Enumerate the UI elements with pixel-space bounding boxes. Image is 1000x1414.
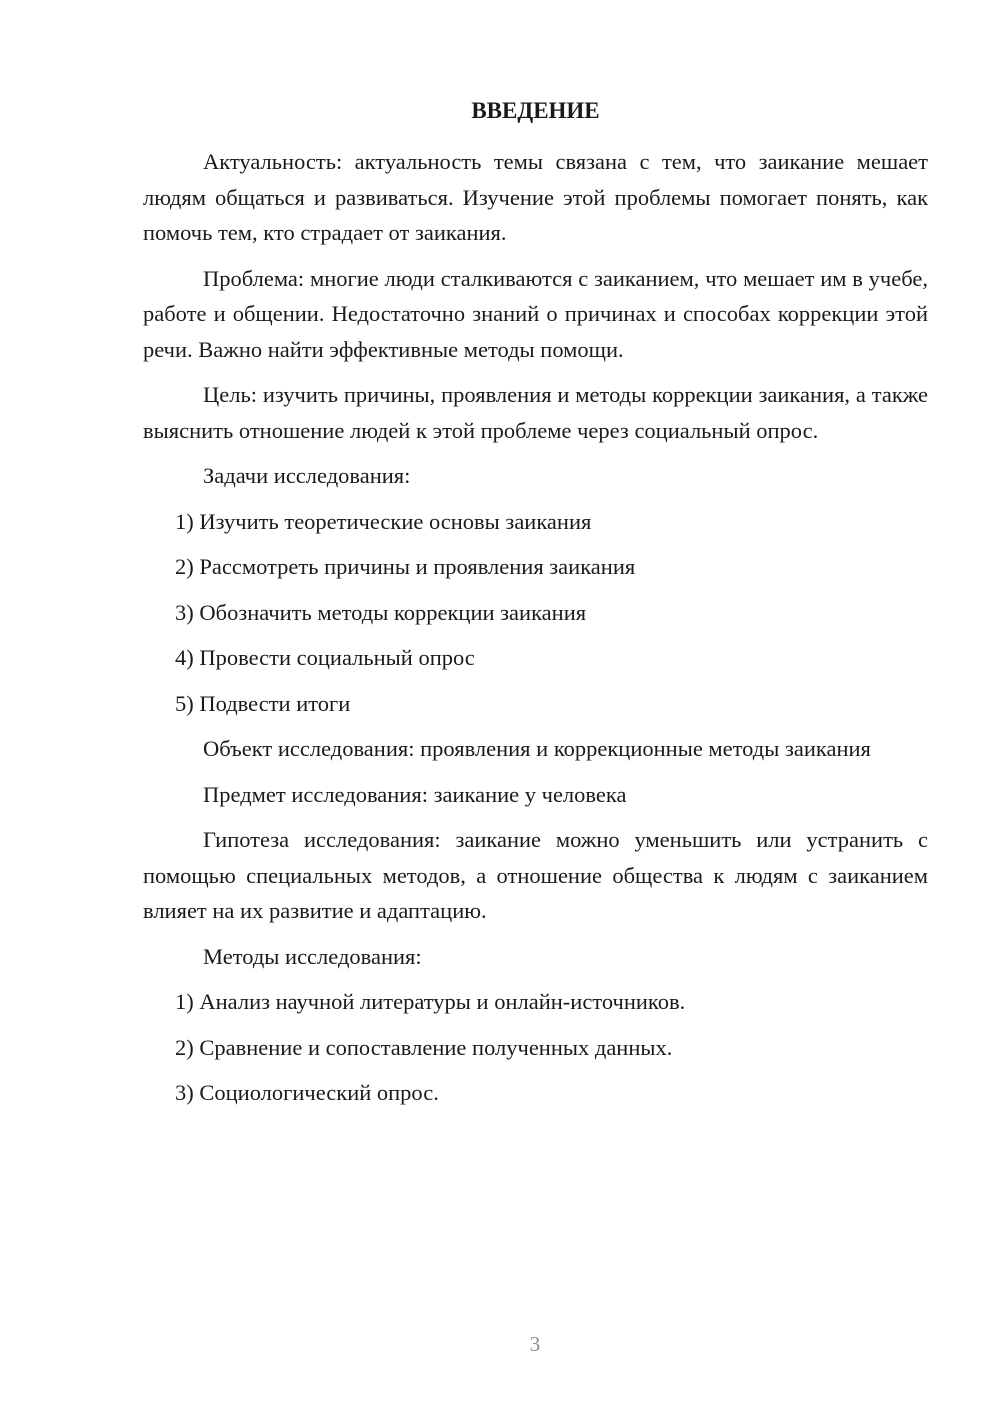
document-page (143, 96, 928, 1121)
list-item: 3) Социологический опрос. (175, 1080, 439, 1105)
tasks-list (143, 504, 928, 722)
hypothesis-paragraph: Гипотеза исследования: заикание можно уменьшить или устранить с помощью специальных методов, а отношение общества к людям с заиканием влияет на их развитие и адаптацию. (143, 827, 928, 923)
subject-paragraph: Предмет исследования: заикание у человека (203, 781, 627, 807)
page-number: 3 (529, 1332, 541, 1356)
list-item: 5) Подвести итоги (175, 690, 351, 716)
goal-paragraph: Цель: изучить причины, проявления и методы коррекции заикания, а также выяснить отношение людей к этой проблеме через социальный опрос. (143, 382, 928, 443)
methods-heading: Методы исследования: (203, 943, 422, 969)
problem-paragraph: Проблема: многие люди сталкиваются с заиканием, что мешает им в учебе, работе и общении. Недостаточно знаний о причинах и способах коррекции этой речи. Важно найти эффективные методы помощи. (143, 265, 928, 362)
list-item: 2) Сравнение и сопоставление полученных данных. (175, 1034, 673, 1060)
list-item: 3) Обозначить методы коррекции заикания (175, 599, 587, 625)
list-item: 1) Анализ научной литературы и онлайн-источников. (175, 989, 686, 1014)
list-item: 4) Провести социальный опрос (175, 645, 475, 670)
relevance-paragraph: Актуальность: актуальность темы связана с тем, что заикание мешает людям общаться и развиваться. Изучение этой проблемы помогает понять, как помочь тем, кто страдает от заикания. (143, 149, 928, 245)
methods-list (143, 984, 928, 1111)
list-item: 1) Изучить теоретические основы заикания (175, 508, 592, 534)
object-paragraph: Объект исследования: проявления и коррекционные методы заикания (203, 736, 871, 761)
list-item: 2) Рассмотреть причины и проявления заикания (175, 554, 636, 579)
tasks-heading: Задачи исследования: (203, 463, 411, 488)
page-title: ВВЕДЕНИЕ (471, 98, 600, 123)
